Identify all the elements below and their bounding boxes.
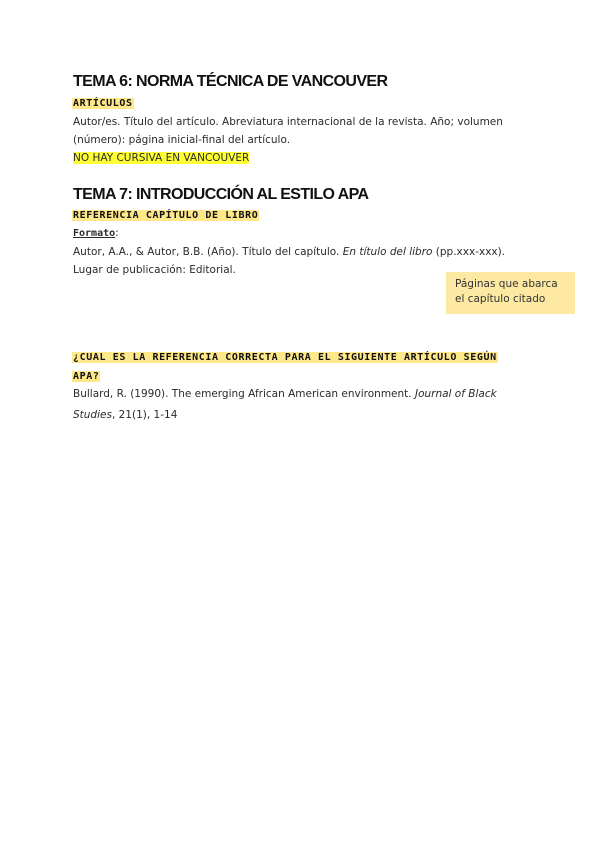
question-line-2: APA? xyxy=(73,371,100,382)
reference-line-1 xyxy=(73,385,497,403)
tema7-capitulo-label: REFERENCIA CAPÍTULO DE LIBRO xyxy=(73,210,259,221)
reference-journal-1: Journal of Black xyxy=(414,388,497,400)
reference-line-2 xyxy=(73,406,177,424)
tema7-format-heading xyxy=(73,224,119,243)
reference-text-2: , 21(1), 1-14 xyxy=(111,409,178,421)
tema7-format-line-1 xyxy=(73,243,505,261)
format-line-1-a: Autor, A.A., & Autor, B.B. (Año). Título del capítulo. xyxy=(73,246,343,258)
question-line-1: ¿CUAL ES LA REFERENCIA CORRECTA PARA EL SIGUIENTE ARTÍCULO SEGÚN xyxy=(73,352,497,363)
callout-line-1: Páginas que abarca xyxy=(455,278,558,290)
tema7-heading: TEMA 7: INTRODUCCIÓN AL ESTILO APA xyxy=(73,186,369,203)
tema6-note xyxy=(73,149,249,167)
format-label: Formato xyxy=(73,228,116,239)
reference-journal-2: Studies xyxy=(73,409,112,421)
format-colon: : xyxy=(115,227,119,239)
tema6-heading: TEMA 6: NORMA TÉCNICA DE VANCOUVER xyxy=(73,73,388,90)
callout-line-2: el capítulo citado xyxy=(455,293,546,305)
tema6-format-line-1: Autor/es. Título del artículo. Abreviatura internacional de la revista. Año; volumen xyxy=(73,116,503,128)
format-line-1-b: (pp.xxx-xxx). xyxy=(432,246,506,258)
callout-note xyxy=(446,272,575,314)
reference-text-1: Bullard, R. (1990). The emerging African American environment. xyxy=(73,388,415,400)
tema6-articulos-label: ARTÍCULOS xyxy=(73,98,133,109)
tema6-note-highlight: NO HAY CURSIVA EN VANCOUVER xyxy=(73,152,250,164)
tema6-format-line-2: (número): página inicial-final del artículo. xyxy=(73,134,291,146)
format-line-1-italic: En título del libro xyxy=(342,246,433,258)
tema7-format-line-2: Lugar de publicación: Editorial. xyxy=(73,264,236,276)
